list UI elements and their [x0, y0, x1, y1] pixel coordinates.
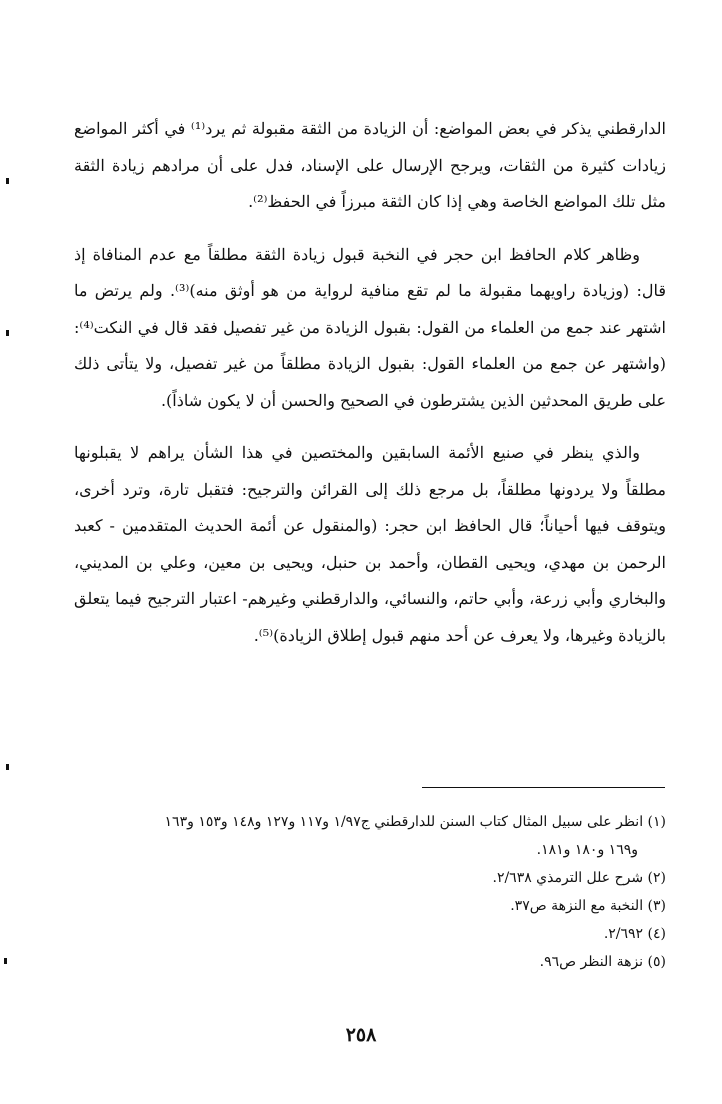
page-number: ٢٥٨ [345, 1024, 377, 1046]
footnotes [74, 808, 666, 976]
footnote-5: (٥) نزهة النظر ص٩٦. [539, 954, 666, 970]
footnote-1-line1: (١) انظر على سبيل المثال كتاب السنن للدارقطني ج١/٩٧ و١١٧ و١٢٧ و١٤٨ و١٥٣ و١٦٣ [164, 814, 666, 830]
main-text [74, 111, 666, 670]
footnote-4: (٤) ٢/٦٩٢. [603, 926, 666, 942]
margin-mark [6, 330, 9, 336]
paragraph-2: وظاهر كلام الحافظ ابن حجر في النخبة قبول زيادة الثقة مطلقاً مع عدم المنافاة إذ قال: (وزيادة راويهما مقبولة ما لم تقع منافية لرواية من هو أوثق منه)⁽³⁾. ولم يرتض ما اشتهر عند جمع من العلماء من القول: بقبول الزيادة من غير تفصيل فقد قال في النكت⁽⁴⁾: (واشتهر عن جمع من العلماء القول: بقبول الزيادة مطلقاً من غير تفصيل، ولا يتأتى ذلك على طريق المحدثين الذين يشترطون في الصحيح والحسن أن لا يكون شاذاً). [74, 244, 667, 410]
paragraph-3: والذي ينظر في صنيع الأئمة السابقين والمختصين في هذا الشأن يراهم لا يقبلونها مطلقاً ولا يردونها مطلقاً، بل مرجع ذلك إلى القرائن والترجيح: فتقبل تارة، وترد أخرى، ويتوقف فيها أحياناً؛ قال الحافظ ابن حجر: (والمنقول عن أئمة الحديث المتقدمين - كعبد الرحمن بن مهدي، ويحيى القطان، وأحمد بن حنبل، ويحيى بن معين، وعلي بن المديني، والبخاري وأبي زرعة، وأبي حاتم، والنسائي، والدارقطني وغيرهم- اعتبار الترجيح فيما يتعلق بالزيادة وغيرها، ولا يعرف عن أحد منهم قبول إطلاق الزيادة)⁽⁵⁾. [74, 443, 666, 645]
footnote-separator [422, 787, 665, 788]
margin-mark [6, 178, 9, 184]
footnote-2: (٢) شرح علل الترمذي ٢/٦٣٨. [492, 870, 666, 886]
footnote-1-line2: و١٦٩ و١٨٠ و١٨١. [536, 842, 638, 858]
margin-mark [4, 958, 7, 964]
footnote-3: (٣) النخبة مع النزهة ص٣٧. [510, 898, 666, 914]
footnote-1 [74, 808, 666, 864]
paragraph-1: الدارقطني يذكر في بعض المواضع: أن الزيادة من الثقة مقبولة ثم يرد⁽¹⁾ في أكثر المواضع زيادات كثيرة من الثقات، ويرجح الإرسال على الإسناد، فدل على أن مرادهم زيادة الثقة مثل تلك المواضع الخاصة وهي إذا كان الثقة مبرزاً في الحفظ⁽²⁾. [74, 119, 666, 211]
margin-mark [6, 764, 9, 770]
